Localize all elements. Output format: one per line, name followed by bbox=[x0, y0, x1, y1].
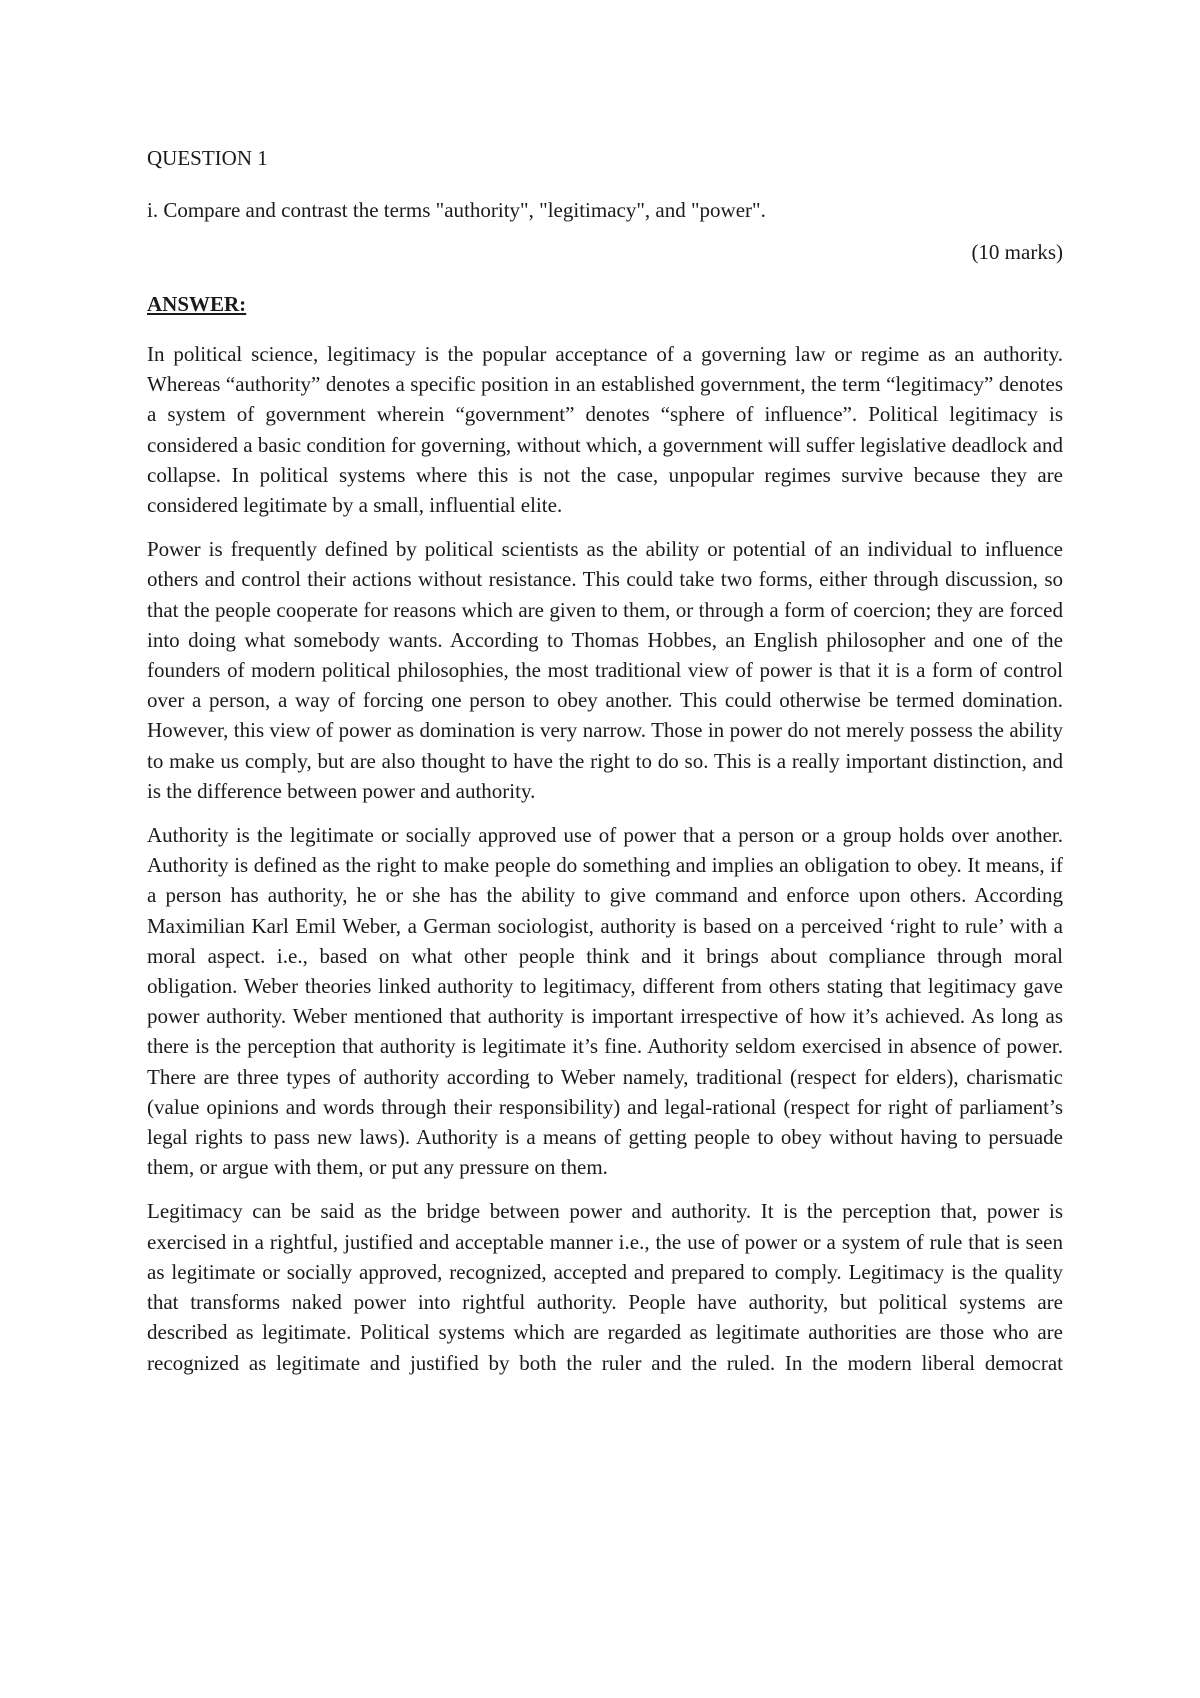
answer-paragraph-legitimacy-bridge: Legitimacy can be said as the bridge between power and authority. It is the perception that, power is exercised in a rightful, justified and acceptable manner i.e., the use of power or a system of rule that is seen as legitimate or socially approved, recognized, accepted and prepared to comply. Legitimacy is the quality that transforms naked power into rightful authority. People have authority, but political systems are described as legitimate. Political systems which are regarded as legitimate authorities are those who are recognized as legitimate and justified by both the ruler and the ruled. In the modern liberal democrat bbox=[147, 1199, 1063, 1375]
question-text: i. Compare and contrast the terms "authority", "legitimacy", and "power". bbox=[147, 198, 766, 222]
marks-label: (10 marks) bbox=[971, 240, 1063, 264]
answer-paragraph-power: Power is frequently defined by political scientists as the ability or potential of an individual to influence others and control their actions without resistance. This could take two forms, either through discussion, so that the people cooperate for reasons which are given to them, or through a form of coercion; they are forced into doing what somebody wants. According to Thomas Hobbes, an English philosopher and one of the founders of modern political philosophies, the most traditional view of power is that it is a form of control over a person, a way of forcing one person to obey another. This could otherwise be termed domination. However, this view of power as domination is very narrow. Those in power do not merely possess the ability to make us comply, but are also thought to have the right to do so. This is a really important distinction, and is the difference between power and authority. bbox=[147, 537, 1063, 803]
answer-paragraph-legitimacy-intro: In political science, legitimacy is the popular acceptance of a governing law or regime as an authority. Whereas “authority” denotes a specific position in an established government, the term “legitimacy” denotes a system of government wherein “government” denotes “sphere of influence”. Political legitimacy is considered a basic condition for governing, without which, a government will suffer legislative deadlock and collapse. In political systems where this is not the case, unpopular regimes survive because they are considered legitimate by a small, influential elite. bbox=[147, 342, 1063, 518]
question-heading: QUESTION 1 bbox=[147, 146, 268, 170]
answer-heading: ANSWER: bbox=[147, 292, 247, 316]
answer-paragraph-authority: Authority is the legitimate or socially approved use of power that a person or a group holds over another. Authority is defined as the right to make people do something and implies an obligation to obey. It means, if a person has authority, he or she has the ability to give command and enforce upon others. According Maximilian Karl Emil Weber, a German sociologist, authority is based on a perceived ‘right to rule’ with a moral aspect. i.e., based on what other people think and it brings about compliance through moral obligation. Weber theories linked authority to legitimacy, different from others stating that legitimacy gave power authority. Weber mentioned that authority is important irrespective of how it’s achieved. As long as there is the perception that authority is legitimate it’s fine. Authority seldom exercised in absence of power. There are three types of authority according to Weber namely, traditional (respect for elders), charismatic (value opinions and words through their responsibility) and legal-rational (respect for right of parliament’s legal rights to pass new laws). Authority is a means of getting people to obey without having to persuade them, or argue with them, or put any pressure on them. bbox=[147, 823, 1063, 1180]
